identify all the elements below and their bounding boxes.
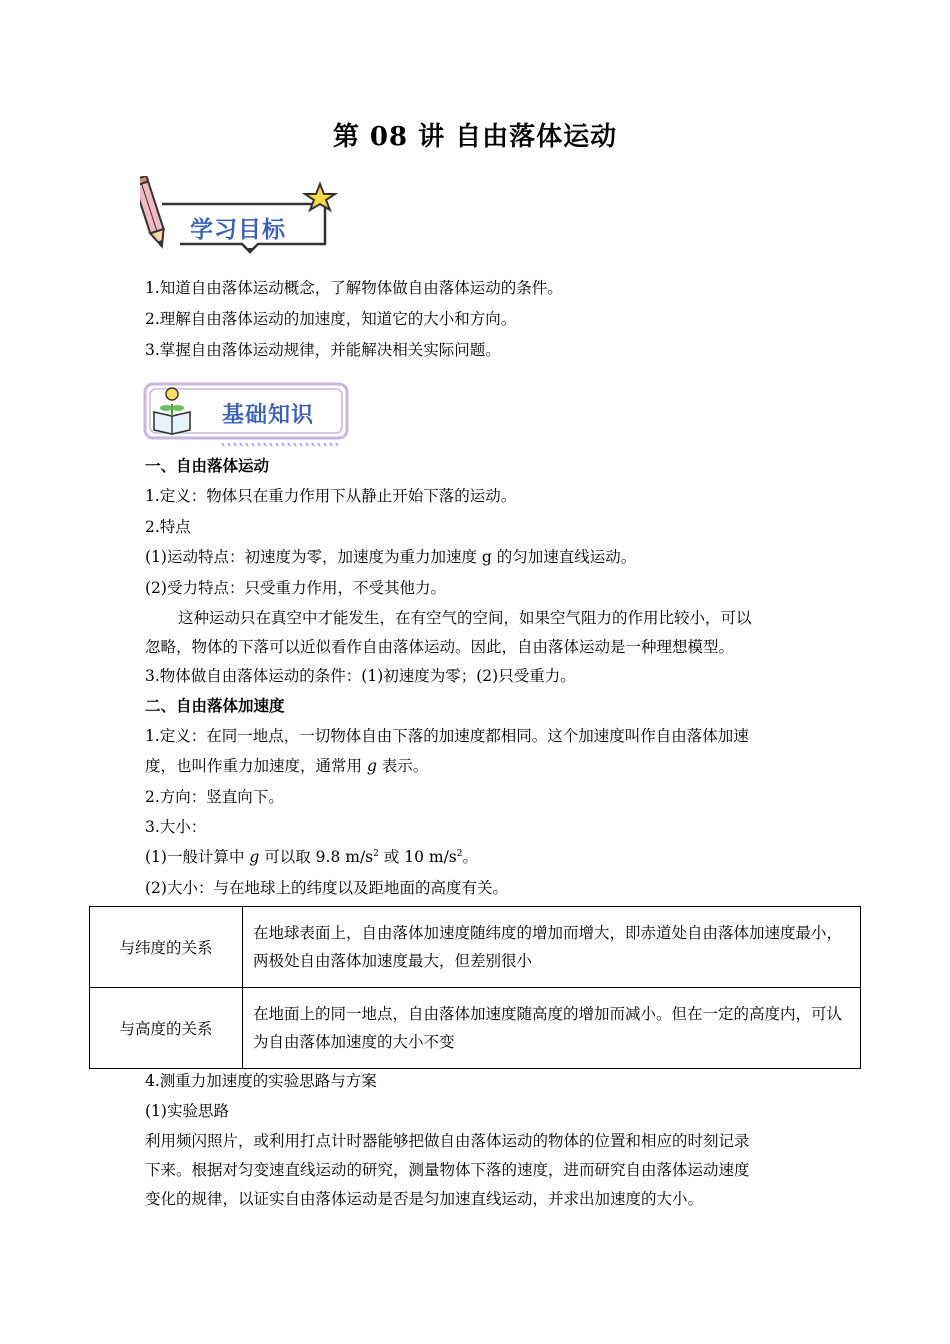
sec3-line-1: 利用频闪照片，或利用打点计时器能够把做自由落体运动的物体的位置和相应的时刻记录 (145, 1132, 750, 1150)
basics-badge-label: 基础知识 (222, 403, 315, 428)
sec3-line-2: 下来。根据对匀变速直线运动的研究，测量物体下落的速度，进而研究自由落体运动速度 (145, 1161, 750, 1179)
relation-table (89, 906, 861, 1069)
sec1-definition: 1.定义：物体只在重力作用下从静止开始下落的运动。 (145, 487, 517, 505)
basics-badge (142, 380, 352, 450)
sec3-line-3: 变化的规律，以证实自由落体运动是否是匀加速直线运动，并求出加速度的大小。 (145, 1190, 704, 1208)
sec2-size-2: (2)大小：与在地球上的纬度以及距地面的高度有关。 (145, 879, 508, 897)
table-cell-label: 与纬度的关系 (90, 907, 243, 988)
sec2-definition-line-2: 度，也叫作重力加速度，通常用 g 表示。 (145, 757, 429, 775)
sec2-direction: 2.方向：竖直向下。 (145, 788, 284, 806)
sec1-condition: 3.物体做自由落体运动的条件：(1)初速度为零；(2)只受重力。 (145, 667, 576, 685)
sec2-size: 3.大小： (145, 818, 207, 836)
sec1-features: 2.特点 (145, 518, 191, 536)
goal-1: 1.知道自由落体运动概念，了解物体做自由落体运动的条件。 (145, 279, 563, 297)
page-title: 第 08 讲 自由落体运动 (332, 122, 618, 152)
sec1-paragraph-line-2: 忽略，物体的下落可以近似看作自由落体运动。因此，自由落体运动是一种理想模型。 (145, 638, 735, 656)
table-cell-label: 与高度的关系 (90, 988, 243, 1069)
sec3-heading: 4.测重力加速度的实验思路与方案 (145, 1072, 377, 1090)
sec2-size-1: (1)一般计算中 g 可以取 9.8 $m/s^2$ 或 10 $m/s^2$。 (145, 848, 479, 866)
sec1-paragraph-line-1: 这种运动只在真空中才能发生，在有空气的空间，如果空气阻力的作用比较小，可以 (178, 609, 752, 627)
table-cell-text: 在地面上的同一地点，自由落体加速度随高度的增加而减小。但在一定的高度内，可认为自由落体加速度的大小不变 (243, 988, 861, 1069)
sec1-feature-1: (1)运动特点：初速度为零，加速度为重力加速度 g 的匀加速直线运动。 (145, 548, 637, 566)
sec3-subheading: (1)实验思路 (145, 1102, 229, 1120)
sec2-definition-line-1: 1.定义：在同一地点，一切物体自由下落的加速度都相同。这个加速度叫作自由落体加速 (145, 727, 749, 745)
goal-3: 3.掌握自由落体运动规律，并能解决相关实际问题。 (145, 341, 501, 359)
section-2-heading: 二、自由落体加速度 (145, 696, 285, 715)
table-cell-text: 在地球表面上，自由落体加速度随纬度的增加而增大，即赤道处自由落体加速度最小，两极处自由落体加速度最大，但差别很小 (243, 907, 861, 988)
goals-badge-label: 学习目标 (190, 217, 286, 243)
section-1-heading: 一、自由落体运动 (145, 456, 270, 475)
sec1-feature-2: (2)受力特点：只受重力作用，不受其他力。 (145, 579, 446, 597)
goals-badge (140, 176, 340, 262)
goal-2: 2.理解自由落体运动的加速度，知道它的大小和方向。 (145, 310, 517, 328)
table-row (90, 988, 861, 1069)
table-row (90, 907, 861, 988)
